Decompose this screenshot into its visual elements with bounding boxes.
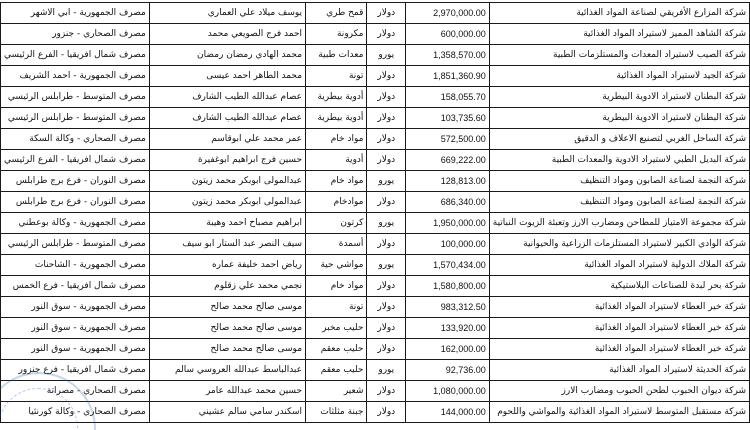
currency-cell: دولار [367,129,406,150]
representative-cell: احمد فرج الصويعي محمد [149,24,305,45]
item-cell: شعير [306,381,367,402]
company-cell: شركة الجيد لاستيراد المواد الغذائية [489,66,749,87]
amount-cell: 686,340.00 [406,192,490,213]
item-cell: موادخام [306,192,367,213]
company-cell: شركة الشاهد المميز لاستيراد المواد الغذائية [489,24,749,45]
amount-cell: 572,500.00 [406,129,490,150]
table-row [1,276,750,297]
company-cell: شركة مستقبل المتوسط لاستيراد المواد الغذائية والمواشي واللحوم [489,402,749,423]
bank-cell: مصرف الصحاري - وكالة السكة [1,129,150,150]
table-row [1,318,750,339]
currency-cell: يورو [367,171,406,192]
representative-cell: حسين محمد عبدالله عامر [149,381,305,402]
representative-cell: ابراهيم مصباح احمد وهيبة [149,213,305,234]
bank-cell: مصرف الجمهورية - سوق النور [1,318,150,339]
transactions-table-body [1,3,750,423]
currency-cell: يورو [367,213,406,234]
representative-cell: عمر محمد علي ابوقاسم [149,129,305,150]
company-cell: شركة خير العطاء لاستيراد المواد الغذائية [489,297,749,318]
company-cell: شركة المزارع الأفريقي لصناعة المواد الغذائية [489,3,749,24]
table-row [1,213,750,234]
currency-cell: دولار [367,24,406,45]
official-seal-inner-ring [0,388,78,430]
currency-cell: دولار [367,66,406,87]
currency-cell: يورو [367,360,406,381]
table-row [1,171,750,192]
item-cell: قمح طري [306,3,367,24]
representative-cell: عبدالباسط عبدالله العروسي سالم [149,360,305,381]
company-cell: شركة النجمة لصناعة الصابون ومواد التنظيف [489,171,749,192]
representative-cell: محمد الهادي رمضان رمضان [149,45,305,66]
amount-cell: 600,000.00 [406,24,490,45]
currency-cell: دولار [367,381,406,402]
bank-cell: مصرف الصحاري - وكالة كورنثيا [1,402,150,423]
bank-cell: مصرف شمال افريقيا - فرع الخمس [1,276,150,297]
currency-cell: دولار [367,87,406,108]
amount-cell: 162,000.00 [406,339,490,360]
item-cell: تونة [306,297,367,318]
item-cell: مواد خام [306,276,367,297]
table-row [1,360,750,381]
representative-cell: اسكندر سامي سالم عشيني [149,402,305,423]
company-cell: شركة النجمة لصناعة الصابون ومواد التنظيف [489,192,749,213]
table-row [1,45,750,66]
representative-cell: يوسف ميلاد علي العماري [149,3,305,24]
item-cell: مكرونة [306,24,367,45]
amount-cell: 1,580,800.00 [406,276,490,297]
bank-cell: مصرف شمال افريقيا - الفرع الرئيسي [1,150,150,171]
item-cell: مواشي حية [306,255,367,276]
table-row [1,255,750,276]
representative-cell: عصام عبدالله الطيب الشارف [149,108,305,129]
bank-cell: مصرف النوران - فرع برج طرابلس [1,192,150,213]
representative-cell: محمد الطاهر احمد عيسى [149,66,305,87]
amount-cell: 1,950,000.00 [406,213,490,234]
company-cell: شركة بحر لبدة للصناعات البلاستيكية [489,276,749,297]
amount-cell: 1,080,000.00 [406,381,490,402]
bank-cell: مصرف النوران - فرع برج طرابلس [1,171,150,192]
bank-cell: مصرف المتوسط - طرابلس الرئيسي [1,108,150,129]
amount-cell: 669,222.00 [406,150,490,171]
amount-cell: 2,970,000.00 [406,3,490,24]
table-row [1,192,750,213]
currency-cell: دولار [367,108,406,129]
representative-cell: حسين فرج ابراهيم ابوغفيرة [149,150,305,171]
company-cell: شركة ديوان الحبوب لطحن الحبوب ومضارب الارز [489,381,749,402]
company-cell: شركة مجموعة الامتياز للمطاحن ومضارب الارز وتعبئة الزيوت النباتية [489,213,749,234]
item-cell: تونة [306,66,367,87]
amount-cell: 128,813.00 [406,171,490,192]
company-cell: شركة البطنان لاستيراد الادوية البيطرية [489,87,749,108]
bank-cell: مصرف الصحاري - مصراتة [1,381,150,402]
table-row [1,3,750,24]
currency-cell: دولار [367,297,406,318]
amount-cell: 103,735.60 [406,108,490,129]
company-cell: شركة الملاك الدولية لاستيراد المواد الغذائية [489,255,749,276]
table-row [1,87,750,108]
item-cell: حليب معقم [306,339,367,360]
bank-cell: مصرف الجمهورية - احمد الشريف [1,66,150,87]
company-cell: شركة البديل الطبي لاستيراد الادوية والمعدات الطبية [489,150,749,171]
item-cell: معدات طبية [306,45,367,66]
amount-cell: 133,920.00 [406,318,490,339]
bank-cell: مصرف شمال افريقيا - فرع جنزور [1,360,150,381]
bank-cell: مصرف المتوسط - طرابلس الرئيسي [1,87,150,108]
item-cell: أدوية بيطرية [306,87,367,108]
company-cell: شركة البطنان لاستيراد الادوية البيطرية [489,108,749,129]
currency-cell: دولار [367,150,406,171]
currency-cell: دولار [367,402,406,423]
table-row [1,66,750,87]
bank-cell: مصرف الصحاري - جنزور [1,24,150,45]
representative-cell: موسى صالح محمد صالح [149,318,305,339]
amount-cell: 1,570,434.00 [406,255,490,276]
representative-cell: رياض احمد خليفة عماره [149,255,305,276]
table-row [1,24,750,45]
amount-cell: 100,000.00 [406,234,490,255]
amount-cell: 92,736.00 [406,360,490,381]
amount-cell: 983,312.50 [406,297,490,318]
bank-cell: مصرف المتوسط - طرابلس الرئيسي [1,234,150,255]
item-cell: حليب معقم [306,360,367,381]
currency-cell: دولار [367,234,406,255]
bank-cell: مصرف الجمهورية - ابي الاشهر [1,3,150,24]
currency-cell: دولار [367,276,406,297]
representative-cell: عصام عبدالله الطيب الشارف [149,87,305,108]
transactions-table [0,2,750,423]
representative-cell: موسى صالح محمد صالح [149,339,305,360]
representative-cell: نجمي محمد علي زقلوم [149,276,305,297]
item-cell: مواد خام [306,171,367,192]
currency-cell: يورو [367,255,406,276]
bank-cell: مصرف شمال افريقيا - الفرع الرئيسي [1,45,150,66]
currency-cell: دولار [367,339,406,360]
company-cell: شركة خير العطاء لاستيراد المواد الغذائية [489,339,749,360]
item-cell: أدوية [306,150,367,171]
table-row [1,129,750,150]
table-row [1,402,750,423]
currency-cell: دولار [367,3,406,24]
currency-cell: دولار [367,318,406,339]
bank-cell: مصرف الجمهورية - سوق النور [1,339,150,360]
amount-cell: 158,055.70 [406,87,490,108]
table-row [1,381,750,402]
item-cell: أدوية بيطرية [306,108,367,129]
item-cell: جبنة مثلثات [306,402,367,423]
representative-cell: عبدالمولى ابوبكر محمد زيتون [149,171,305,192]
representative-cell: موسى صالح محمد صالح [149,297,305,318]
company-cell: شركة الساحل الغربي لتصنيع الاعلاف و الدقيق [489,129,749,150]
representative-cell: سيف النصر عبد الستار ابو سيف [149,234,305,255]
bank-cell: مصرف الجمهورية - وكالة بوعطني [1,213,150,234]
amount-cell: 1,851,360.90 [406,66,490,87]
item-cell: أسمدة [306,234,367,255]
amount-cell: 1,358,570.00 [406,45,490,66]
amount-cell: 144,000.00 [406,402,490,423]
company-cell: شركة خير العطاء لاستيراد المواد الغذائية [489,318,749,339]
representative-cell: عبدالمولى ابوبكر محمد زيتون [149,192,305,213]
currency-cell: يورو [367,45,406,66]
bank-cell: مصرف الجمهورية - سوق النور [1,297,150,318]
table-row [1,297,750,318]
bank-cell: مصرف الجمهورية - الشاحنات [1,255,150,276]
table-row [1,339,750,360]
company-cell: شركة الصيب لاستيراد المعدات والمستلزمات الطبية [489,45,749,66]
table-row [1,150,750,171]
table-row [1,234,750,255]
item-cell: مواد خام [306,129,367,150]
item-cell: كرتون [306,213,367,234]
currency-cell: دولار [367,192,406,213]
company-cell: شركة الحديثة لاستيراد المواد الغذائية [489,360,749,381]
company-cell: شركة الوادي الكبير لاستيراد المستلزمات الزراعية والحيوانية [489,234,749,255]
table-row [1,108,750,129]
item-cell: حليب مخبر [306,318,367,339]
